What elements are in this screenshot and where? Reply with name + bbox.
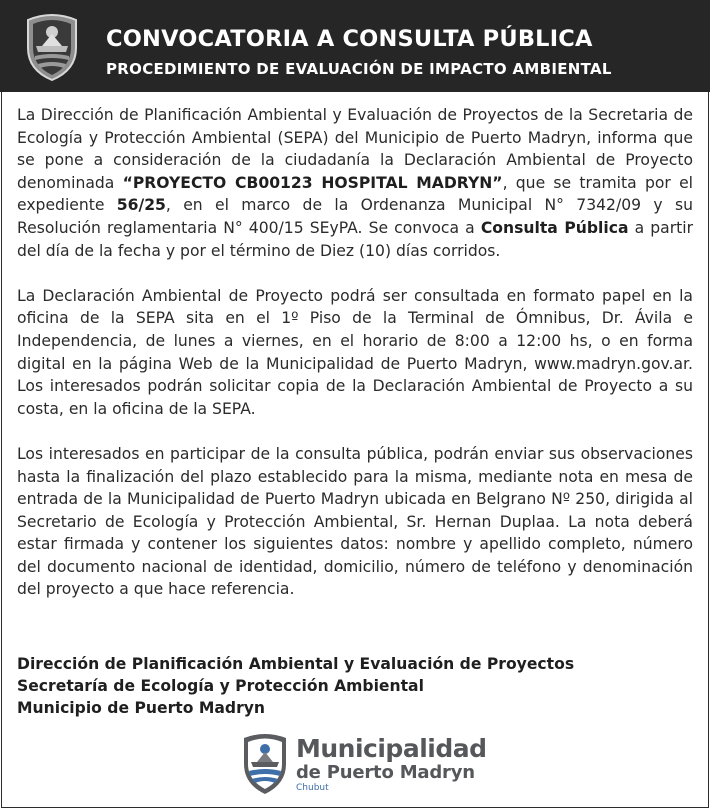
header-banner — [0, 0, 710, 92]
paragraph-1-text-c: , que se tramita por el expediente — [17, 173, 694, 215]
paragraph-1 — [17, 104, 693, 262]
municipality-logo — [240, 730, 490, 800]
notice-subtitle: PROCEDIMIENTO DE EVALUACIÓN DE IMPACTO AMBIENTAL — [106, 60, 612, 78]
paragraph-1-text-g: a partir del día de la fecha y por el término de Diez (10) días corridos. — [17, 218, 693, 260]
signature-line-3: Municipio de Puerto Madryn — [17, 699, 266, 718]
logo-name: Municipalidad — [296, 734, 487, 763]
notice-title: CONVOCATORIA A CONSULTA PÚBLICA — [106, 26, 593, 52]
municipal-crest-icon — [22, 12, 82, 82]
signature-line-2: Secretaría de Ecología y Protección Ambiental — [17, 677, 424, 696]
paragraph-1-text-e: , en el marco de la Ordenanza Municipal N° 7342/09 y su Resolución reglamentaria N° 400/15 SEyPA. Se convoca a — [17, 196, 693, 237]
signature-line-1: Dirección de Planificación Ambiental y Evaluación de Proyectos — [17, 655, 575, 673]
paragraph-2: La Declaración Ambiental de Proyecto podrá ser consultada en formato papel en la oficina de la SEPA sita en el 1º Piso de la Terminal de Ómnibus, Dr. Ávila e Independencia, de lunes a viernes, en el horario de 8:00 a 12:00 hs, o en forma digital en la página Web de la Municipalidad de Puerto Madryn, www.madryn.gov.ar. Los interesados podrán solicitar copia de la Declaración Ambiental de Proyecto a su costa, en la oficina de la SEPA. — [17, 286, 693, 418]
paragraph-1-text-a: La Dirección de Planificación Ambiental y Evaluación de Proyectos de la Secretaria de Ecología y Protección Ambiental (SEPA) del Municipio de Puerto Madryn, informa que se pone a consideración de la ciudadanía la Declaración Ambiental de Proyecto denominada — [17, 106, 693, 192]
signature-block — [17, 653, 574, 720]
project-name: “PROYECTO CB00123 HOSPITAL MADRYN” — [122, 173, 503, 192]
logo-city: de Puerto Madryn — [296, 762, 475, 783]
logo-province: Chubut — [296, 783, 329, 793]
public-consultation-label: Consulta Pública — [480, 218, 629, 237]
municipal-crest-icon — [240, 732, 290, 796]
file-number: 56/25 — [116, 196, 166, 215]
notice-body — [17, 104, 693, 624]
paragraph-3: Los interesados en participar de la consulta pública, podrán enviar sus observaciones hasta la finalización del plazo establecido para la misma, mediante nota en mesa de entrada de la Municipalidad de Puerto Madryn ubicada en Belgrano Nº 250, dirigida al Secretario de Ecología y Protección Ambiental, Sr. Hernan Duplaa. La nota deberá estar firmada y contener los siguientes datos: nombre y apellido completo, número del documento nacional de identidad, domicilio, número de teléfono y denominación del proyecto a que hace referencia. — [17, 444, 693, 599]
